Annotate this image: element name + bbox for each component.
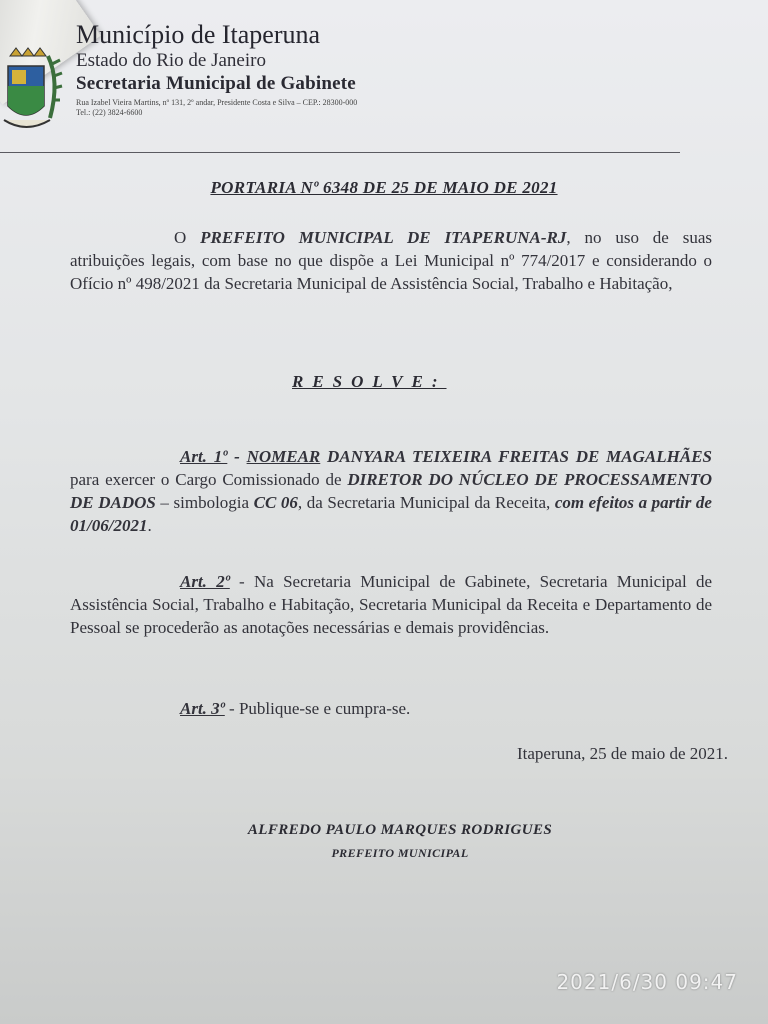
article-1-end: . <box>147 516 152 535</box>
article-1 <box>70 445 712 537</box>
municipal-coat-of-arms-icon <box>0 26 66 138</box>
signatory-title: PREFEITO MUNICIPAL <box>331 846 469 860</box>
signatory-name: ALFREDO PAULO MARQUES RODRIGUES <box>247 822 553 838</box>
effective-date: com efeitos a partir de 01/06/2021 <box>70 493 712 535</box>
document-title: PORTARIA Nº 6348 DE 25 DE MAIO DE 2021 <box>210 178 558 197</box>
simbologia: CC 06 <box>253 493 298 512</box>
secretaria-name: Secretaria Municipal de Gabinete <box>76 73 356 94</box>
camera-timestamp: 2021/6/30 09:47 <box>556 970 738 994</box>
intro-paragraph <box>70 226 712 295</box>
article-1-sep: - <box>227 447 247 466</box>
article-1-text-2: – simbologia <box>155 493 254 512</box>
estado-name: Estado do Rio de Janeiro <box>76 50 266 71</box>
article-3 <box>70 697 712 720</box>
article-1-text-1: para exercer o Cargo Comissionado de <box>70 470 348 489</box>
resolve-heading: RESOLVE: <box>292 372 447 391</box>
article-3-label: Art. 3º <box>180 699 225 718</box>
phone-line: Tel.: (22) 3824-6600 <box>76 108 143 117</box>
article-1-verb: NOMEAR <box>246 447 321 466</box>
intro-prefix: O <box>174 228 201 247</box>
appointee-name: DANYARA TEIXEIRA FREITAS DE MAGALHÃES <box>320 447 712 466</box>
article-2-label: Art. 2º <box>180 572 230 591</box>
place-and-date: Itaperuna, 25 de maio de 2021. <box>516 744 728 763</box>
article-2-text: - Na Secretaria Municipal de Gabinete, Secretaria Municipal de Assistência Social, Trabalho e Habitação, Secretaria Municipal da Receita e Departamento de Pessoal se procederão as anotações necessárias e demais providências. <box>70 572 712 637</box>
article-1-text-3: , da Secretaria Municipal da Receita, <box>297 493 555 512</box>
article-3-text: - Publique-se e cumpra-se. <box>224 699 411 718</box>
address-line: Rua Izabel Vieira Martins, nº 131, 2º andar, Presidente Costa e Silva – CEP.: 28300-000 <box>76 98 358 107</box>
authority-name: PREFEITO MUNICIPAL DE ITAPERUNA-RJ <box>200 228 567 247</box>
article-1-label: Art. 1º <box>180 447 228 466</box>
header-divider <box>0 152 680 153</box>
letterhead <box>76 20 696 118</box>
intro-text: , no uso de suas atribuições legais, com base no que dispõe a Lei Municipal nº 774/2017 e considerando o Ofício nº 498/2021 da Secretaria Municipal de Assistência Social, Trabalho e Habitação, <box>70 228 712 293</box>
municipio-name: Município de Itaperuna <box>76 20 321 49</box>
article-2 <box>70 570 712 639</box>
cargo-name: DIRETOR DO NÚCLEO DE PROCESSAMENTO DE DADOS <box>70 470 712 512</box>
